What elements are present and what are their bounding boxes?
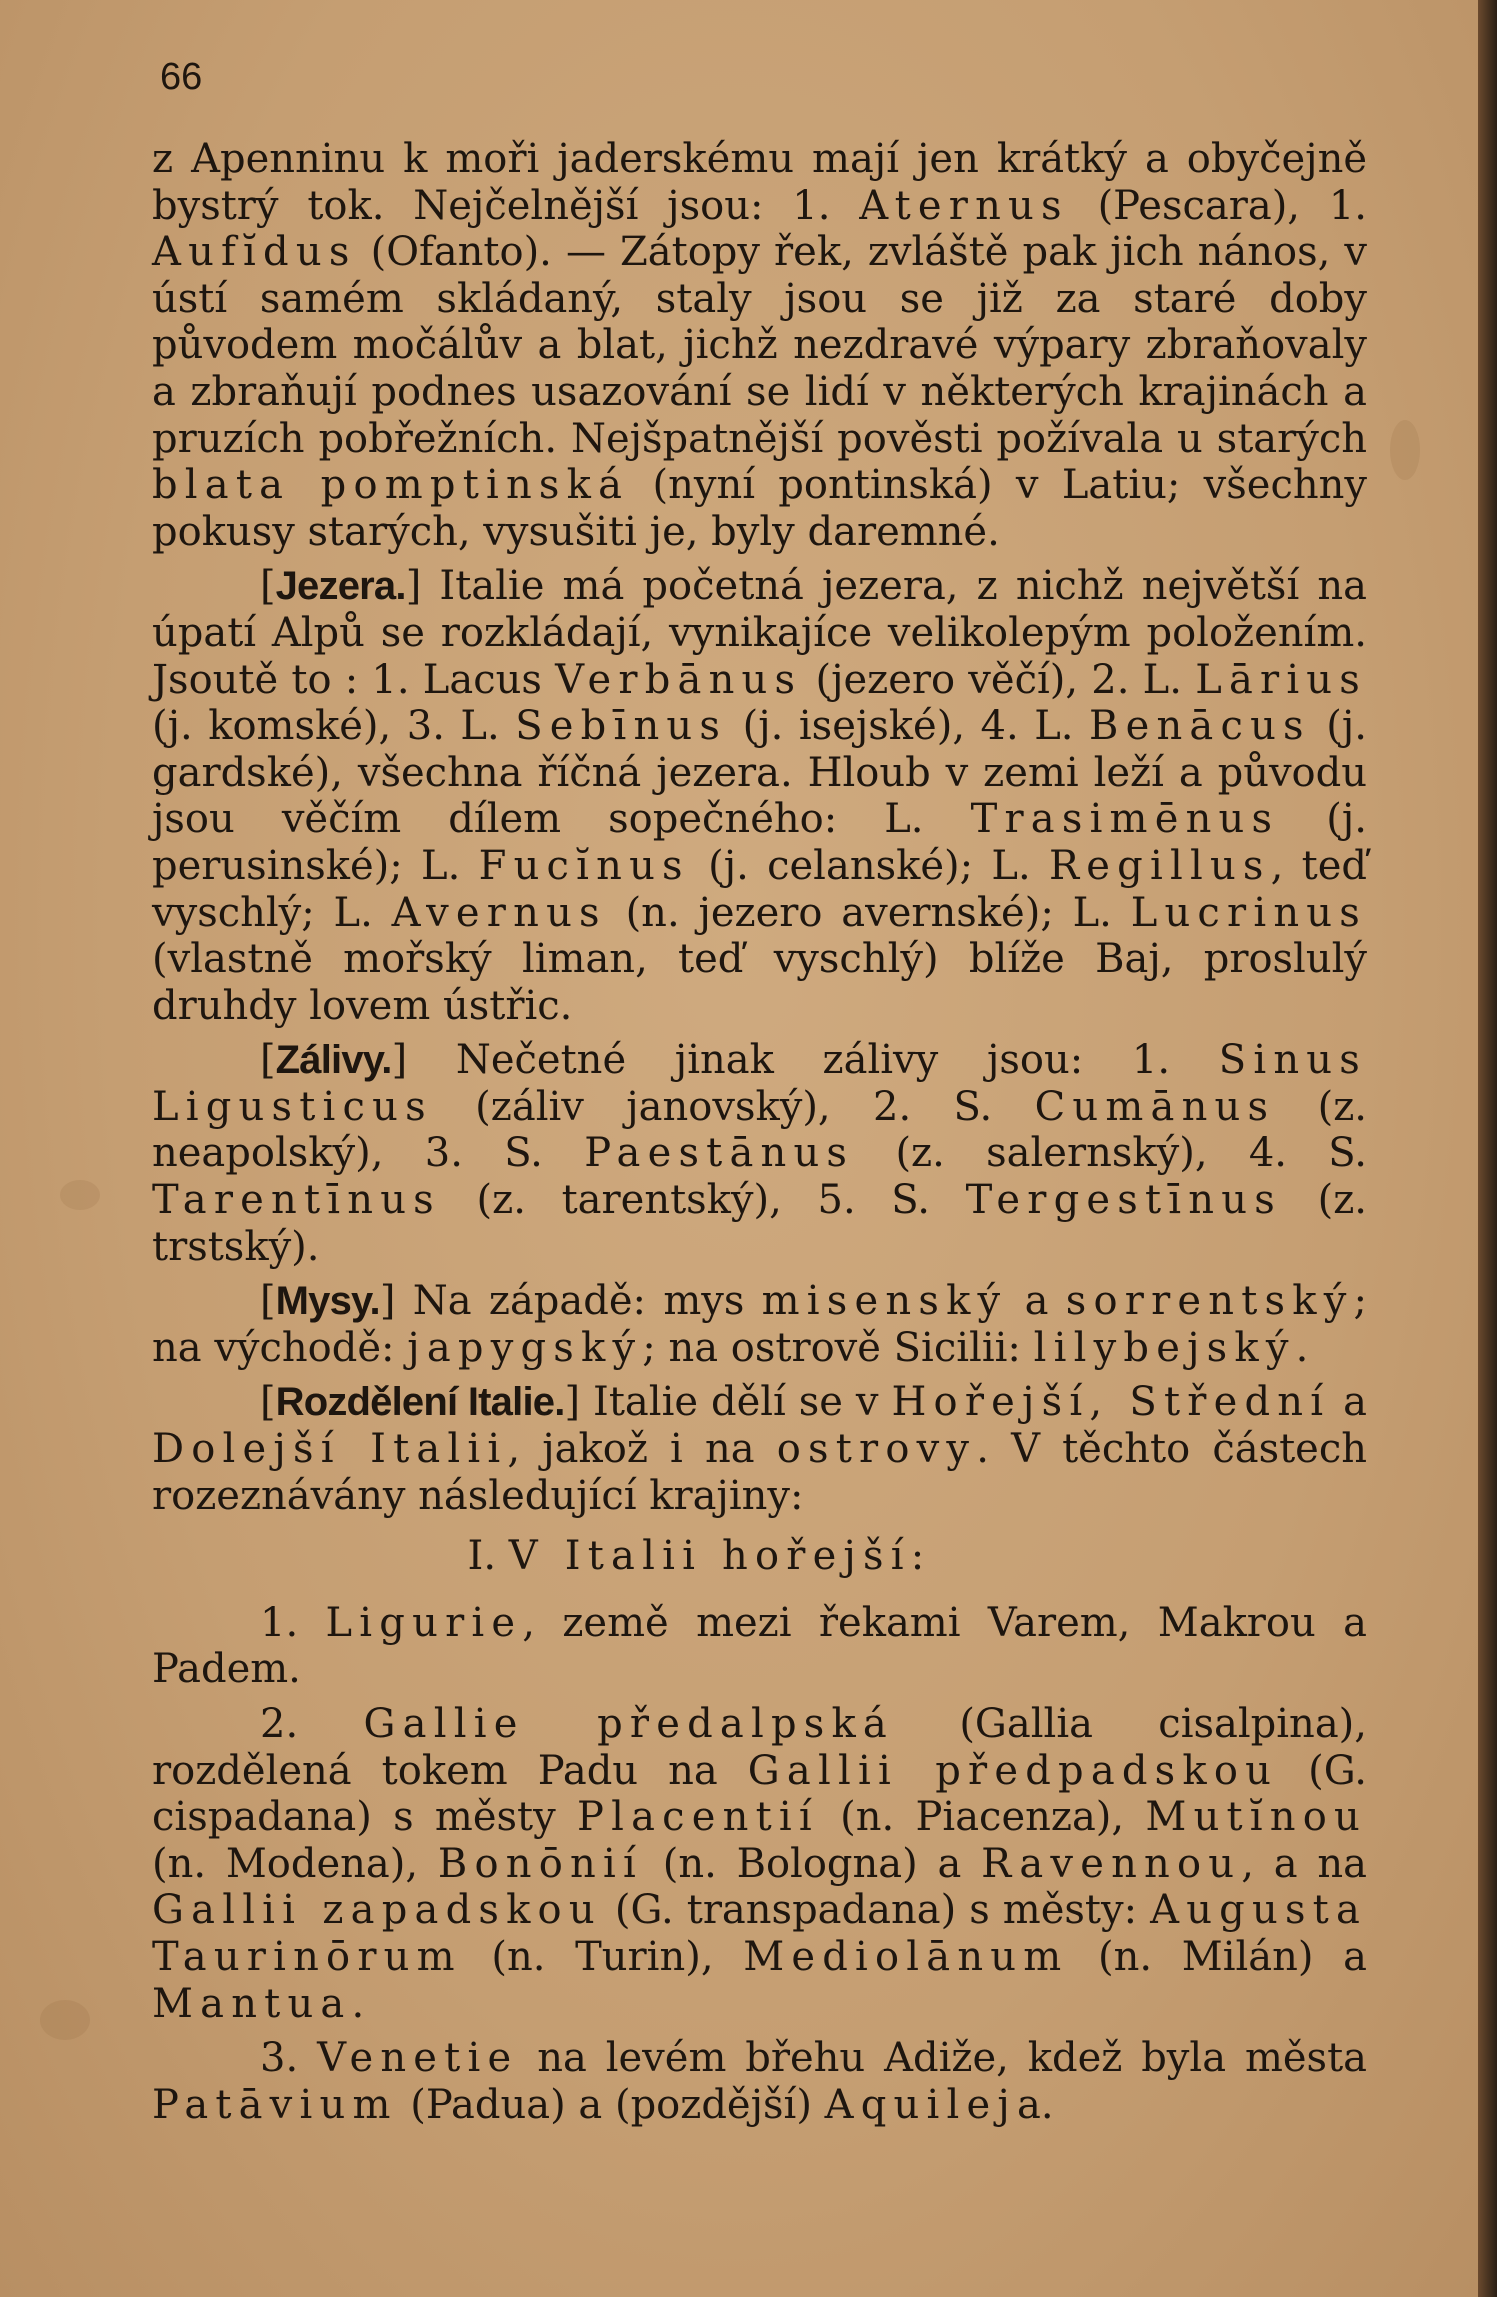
page-number: 66 — [160, 56, 203, 98]
paper-stain — [1390, 420, 1420, 480]
spaced-term: Cumānus — [1034, 1083, 1276, 1130]
text-run: 1. — [260, 1599, 326, 1646]
section-label: Jezera. — [275, 564, 406, 609]
text-run: . V těchto částech rozeznávány následující krajiny: — [152, 1426, 1368, 1519]
spaced-term: Sinus Ligusticus — [152, 1037, 1367, 1130]
spaced-term: Benācus — [1089, 703, 1311, 750]
text-run: [ — [260, 563, 276, 610]
paragraph-venetia — [152, 2035, 1367, 2128]
spaced-term: Tarentīnus — [152, 1177, 441, 1224]
spaced-term: Aquilej — [824, 2081, 1017, 2128]
spaced-term: Avernus — [391, 889, 607, 936]
paragraph-gallia — [152, 1701, 1367, 2027]
spaced-term: Paestānus — [584, 1130, 855, 1177]
spaced-term: Ravennou — [981, 1840, 1242, 1887]
spaced-term: Trasimēnus — [970, 796, 1280, 843]
spaced-term: Mantua — [152, 1980, 352, 2027]
page-text — [152, 136, 1367, 2136]
text-run: . — [1295, 1324, 1309, 1371]
text-run: I. — [467, 1533, 509, 1580]
text-run: (j. isejské), 4. L. — [727, 703, 1089, 750]
spaced-term: Hořejší, Střední — [891, 1379, 1331, 1426]
paper-stain — [40, 2000, 90, 2040]
text-run: , jakož i na — [507, 1426, 777, 1473]
spaced-term: Augusta Taurinōrum — [152, 1887, 1367, 1980]
spaced-term: Mutĭnou — [1145, 1794, 1367, 1841]
text-run: (jezero věčí), 2. L. — [802, 656, 1196, 703]
spaced-term: Bonōnií — [437, 1840, 643, 1887]
paragraph-gulfs — [152, 1037, 1367, 1270]
text-run: (z. trstský). — [152, 1177, 1367, 1270]
text-run: (j. komské), 3. L. — [152, 703, 516, 750]
paragraph-capes — [152, 1278, 1367, 1371]
text-run: na levém břehu Adiže, kdež byla města — [518, 2035, 1367, 2082]
spaced-term: lilybejský — [1033, 1324, 1296, 1371]
text-run: (j. celanské); L. — [689, 842, 1049, 889]
text-run: (n. Piacenza), — [818, 1794, 1146, 1841]
text-run: (n. Turin), — [461, 1933, 744, 1980]
text-run: (z. salernský), 4. S. — [854, 1130, 1367, 1177]
spaced-term: Patāvium — [152, 2081, 398, 2128]
spaced-term: sorrentský — [1065, 1278, 1354, 1325]
text-run: . — [351, 1980, 365, 2027]
spaced-term: Regillus — [1048, 842, 1271, 889]
spaced-term: Lārius — [1195, 656, 1368, 703]
spaced-term: Verbānus — [555, 656, 803, 703]
text-run: (Ofanto). — Zátopy řek, zvláště pak jich nános, v ústí samém skládaný, staly jsou se již za staré doby původem močálův a blat, jichž nezdravé výpary zbraňovaly a zbraňují podnes usazování se lidí v některých krajinách a pruzích pobřežních. Nejšpatnější pověsti požívala u starých — [152, 229, 1367, 462]
section-label: Rozdělení Italie. — [275, 1380, 565, 1425]
text-run: a — [1330, 1379, 1368, 1426]
text-run: (vlastně mořský liman, teď vyschlý) blíže Baj, proslulý druhdy lovem ústřic. — [152, 936, 1367, 1029]
text-run: (j. gardské), všechna říčná jezera. Hloub v zemi leží a původu jsou věčím dílem sopečného: L. — [152, 703, 1368, 843]
spaced-term: ostrovy — [776, 1426, 977, 1473]
section-label: Mysy. — [275, 1279, 380, 1324]
spaced-term: blata pomptinská — [152, 462, 630, 509]
text-run: 3. — [260, 2035, 318, 2082]
spaced-term: Aufĭdus — [152, 229, 357, 276]
spaced-term: japygský — [407, 1324, 643, 1371]
spaced-term: Placentií — [577, 1794, 819, 1841]
text-run: (Pescara), 1. — [1068, 182, 1368, 229]
paragraph-liguria — [152, 1600, 1367, 1693]
text-run: z Apenninu k moři jaderskému mají jen krátký a obyčejně bystrý tok. Nejčelnější jsou: 1. — [152, 136, 1367, 229]
text-run: ; na ostrově Sicilii: — [642, 1324, 1034, 1371]
text-run: (z. neapolský), 3. S. — [152, 1083, 1368, 1177]
text-run: [ — [260, 1379, 276, 1426]
spaced-term: misenský — [761, 1278, 1008, 1325]
spaced-term: Gallii zapadskou — [152, 1887, 602, 1934]
text-run: ] Italie má početná jezera, z nichž největší na úpatí Alpů se rozkládají, vynikajíce velikolepým položením. Jsoutě to : 1. Lacus — [152, 563, 1367, 703]
spaced-term: Mediolānum — [743, 1933, 1069, 1980]
text-run: , teď vyschlý; L. — [152, 842, 1367, 936]
section-heading-upper-italy — [152, 1533, 1367, 1580]
text-run: ] Italie dělí se v — [564, 1379, 892, 1426]
text-run: (G. transpadana) s městy: — [601, 1887, 1151, 1934]
spaced-term: Fucĭnus — [478, 842, 690, 889]
paper-stain — [60, 1180, 100, 1210]
text-run: (n. Modena), — [152, 1840, 438, 1887]
text-run: 2. — [260, 1701, 364, 1747]
text-run: (n. jezero avernské); L. — [606, 889, 1131, 936]
text-run: (z. tarentský), 5. S. — [440, 1177, 966, 1224]
paragraph-division — [152, 1379, 1367, 1519]
text-run: [ — [260, 1278, 276, 1325]
spaced-term: Dolejší Italii — [152, 1426, 508, 1473]
text-run: (Padua) a (pozdější) — [397, 2081, 825, 2128]
spaced-term: Lucrinus — [1130, 889, 1367, 936]
text-run: (G. cispadana) s městy — [152, 1747, 1367, 1841]
text-run: a. — [1016, 2081, 1054, 2128]
text-run: a — [1007, 1278, 1066, 1325]
text-run: (n. Bologna) a — [642, 1840, 982, 1887]
spaced-term: Aternus — [859, 182, 1069, 229]
paragraph-rivers — [152, 136, 1367, 555]
text-run: [ — [260, 1037, 276, 1084]
text-run: (j. perusinské); L. — [152, 796, 1368, 889]
spaced-term: Gallii předpadskou — [747, 1747, 1279, 1794]
text-run: (n. Milán) a — [1068, 1933, 1367, 1980]
text-run: (nyní pontinská) v Latiu; všechny pokusy starých, vysušiti je, byly daremné. — [152, 462, 1367, 555]
spaced-term: Gallie předalpská — [363, 1701, 894, 1747]
text-run: , země mezi řekami Varem, Makrou a Padem. — [152, 1599, 1367, 1693]
section-label: Zálivy. — [275, 1038, 392, 1083]
text-run: ] Nečetné jinak zálivy jsou: 1. — [391, 1037, 1219, 1084]
book-spine-edge — [1478, 0, 1497, 2297]
text-run: (záliv janovský), 2. S. — [432, 1083, 1035, 1130]
spaced-term: Tergestīnus — [965, 1177, 1282, 1224]
spaced-term: Sebīnus — [515, 703, 728, 750]
paragraph-lakes — [152, 563, 1367, 1029]
text-run: ] Na západě: mys — [379, 1278, 762, 1325]
text-run: , a na — [1241, 1840, 1367, 1887]
text-run: (Gallia cisalpina), rozdělená tokem Padu na — [152, 1701, 1367, 1794]
spaced-term: Venetie — [317, 2035, 519, 2082]
text-run: ; na východě: — [152, 1278, 1367, 1371]
spaced-term: V Italii hořejší: — [508, 1533, 932, 1580]
spaced-term: Ligurie — [325, 1599, 523, 1646]
